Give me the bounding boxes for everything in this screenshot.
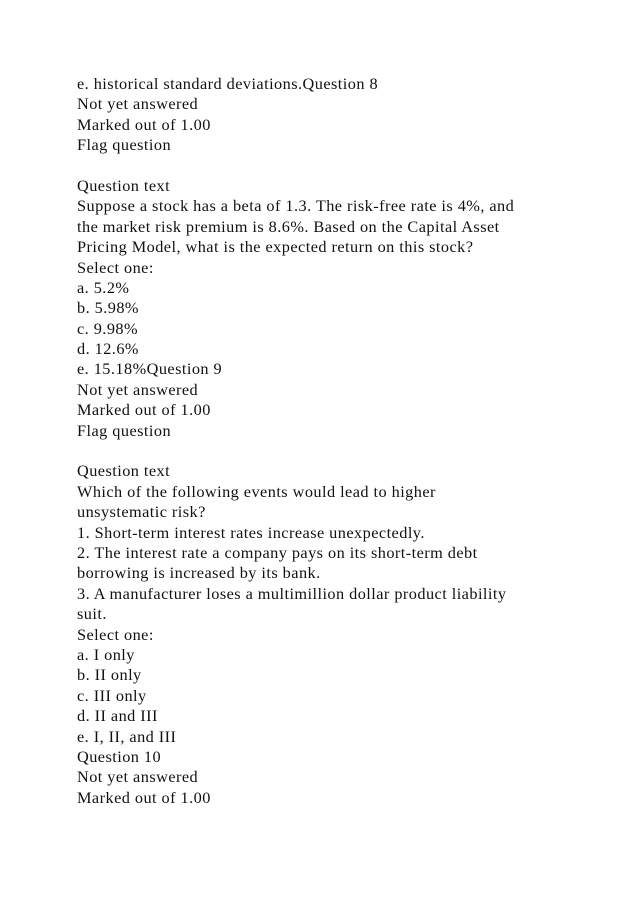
text-line: d. 12.6% xyxy=(77,339,139,359)
text-line: Marked out of 1.00 xyxy=(77,114,211,134)
text-line: borrowing is increased by its bank. xyxy=(77,563,321,583)
text-line: Marked out of 1.00 xyxy=(77,787,211,807)
text-line: Not yet answered xyxy=(77,767,199,787)
text-line: 3. A manufacturer loses a multimillion dollar product liability xyxy=(77,583,507,603)
text-line: e. historical standard deviations.Question 8 xyxy=(77,74,379,93)
text-line: Not yet answered xyxy=(77,94,199,114)
text-line: Select one: xyxy=(77,624,154,644)
text-line: Suppose a stock has a beta of 1.3. The risk-free rate is 4%, and xyxy=(77,196,515,216)
text-line: e. I, II, and III xyxy=(77,726,177,746)
text-line: Marked out of 1.00 xyxy=(77,400,211,420)
text-line: 2. The interest rate a company pays on its short-term debt xyxy=(77,542,478,562)
text-line: Question text xyxy=(77,175,171,195)
blank-line xyxy=(77,156,577,176)
text-line: a. 5.2% xyxy=(77,277,130,297)
text-line: d. II and III xyxy=(77,706,158,726)
text-line: suit. xyxy=(77,604,107,624)
text-line: c. III only xyxy=(77,685,147,705)
text-line: Flag question xyxy=(77,420,172,440)
text-line: Select one: xyxy=(77,257,154,277)
text-line: Flag question xyxy=(77,135,172,155)
text-line: Not yet answered xyxy=(77,379,199,399)
text-line: Pricing Model, what is the expected return on this stock? xyxy=(77,237,474,257)
text-line: 1. Short-term interest rates increase unexpectedly. xyxy=(77,522,425,542)
text-line: Question text xyxy=(77,461,171,481)
document-text xyxy=(77,74,577,808)
blank-line xyxy=(77,441,577,461)
text-line: unsystematic risk? xyxy=(77,502,206,522)
text-line: the market risk premium is 8.6%. Based on the Capital Asset xyxy=(77,216,500,236)
text-line: b. II only xyxy=(77,665,142,685)
text-line: c. 9.98% xyxy=(77,318,139,338)
text-line: Question 10 xyxy=(77,746,162,766)
text-line: a. I only xyxy=(77,644,135,664)
text-line: e. 15.18%Question 9 xyxy=(77,359,223,379)
text-line: b. 5.98% xyxy=(77,298,139,318)
text-line: Which of the following events would lead to higher xyxy=(77,481,436,501)
